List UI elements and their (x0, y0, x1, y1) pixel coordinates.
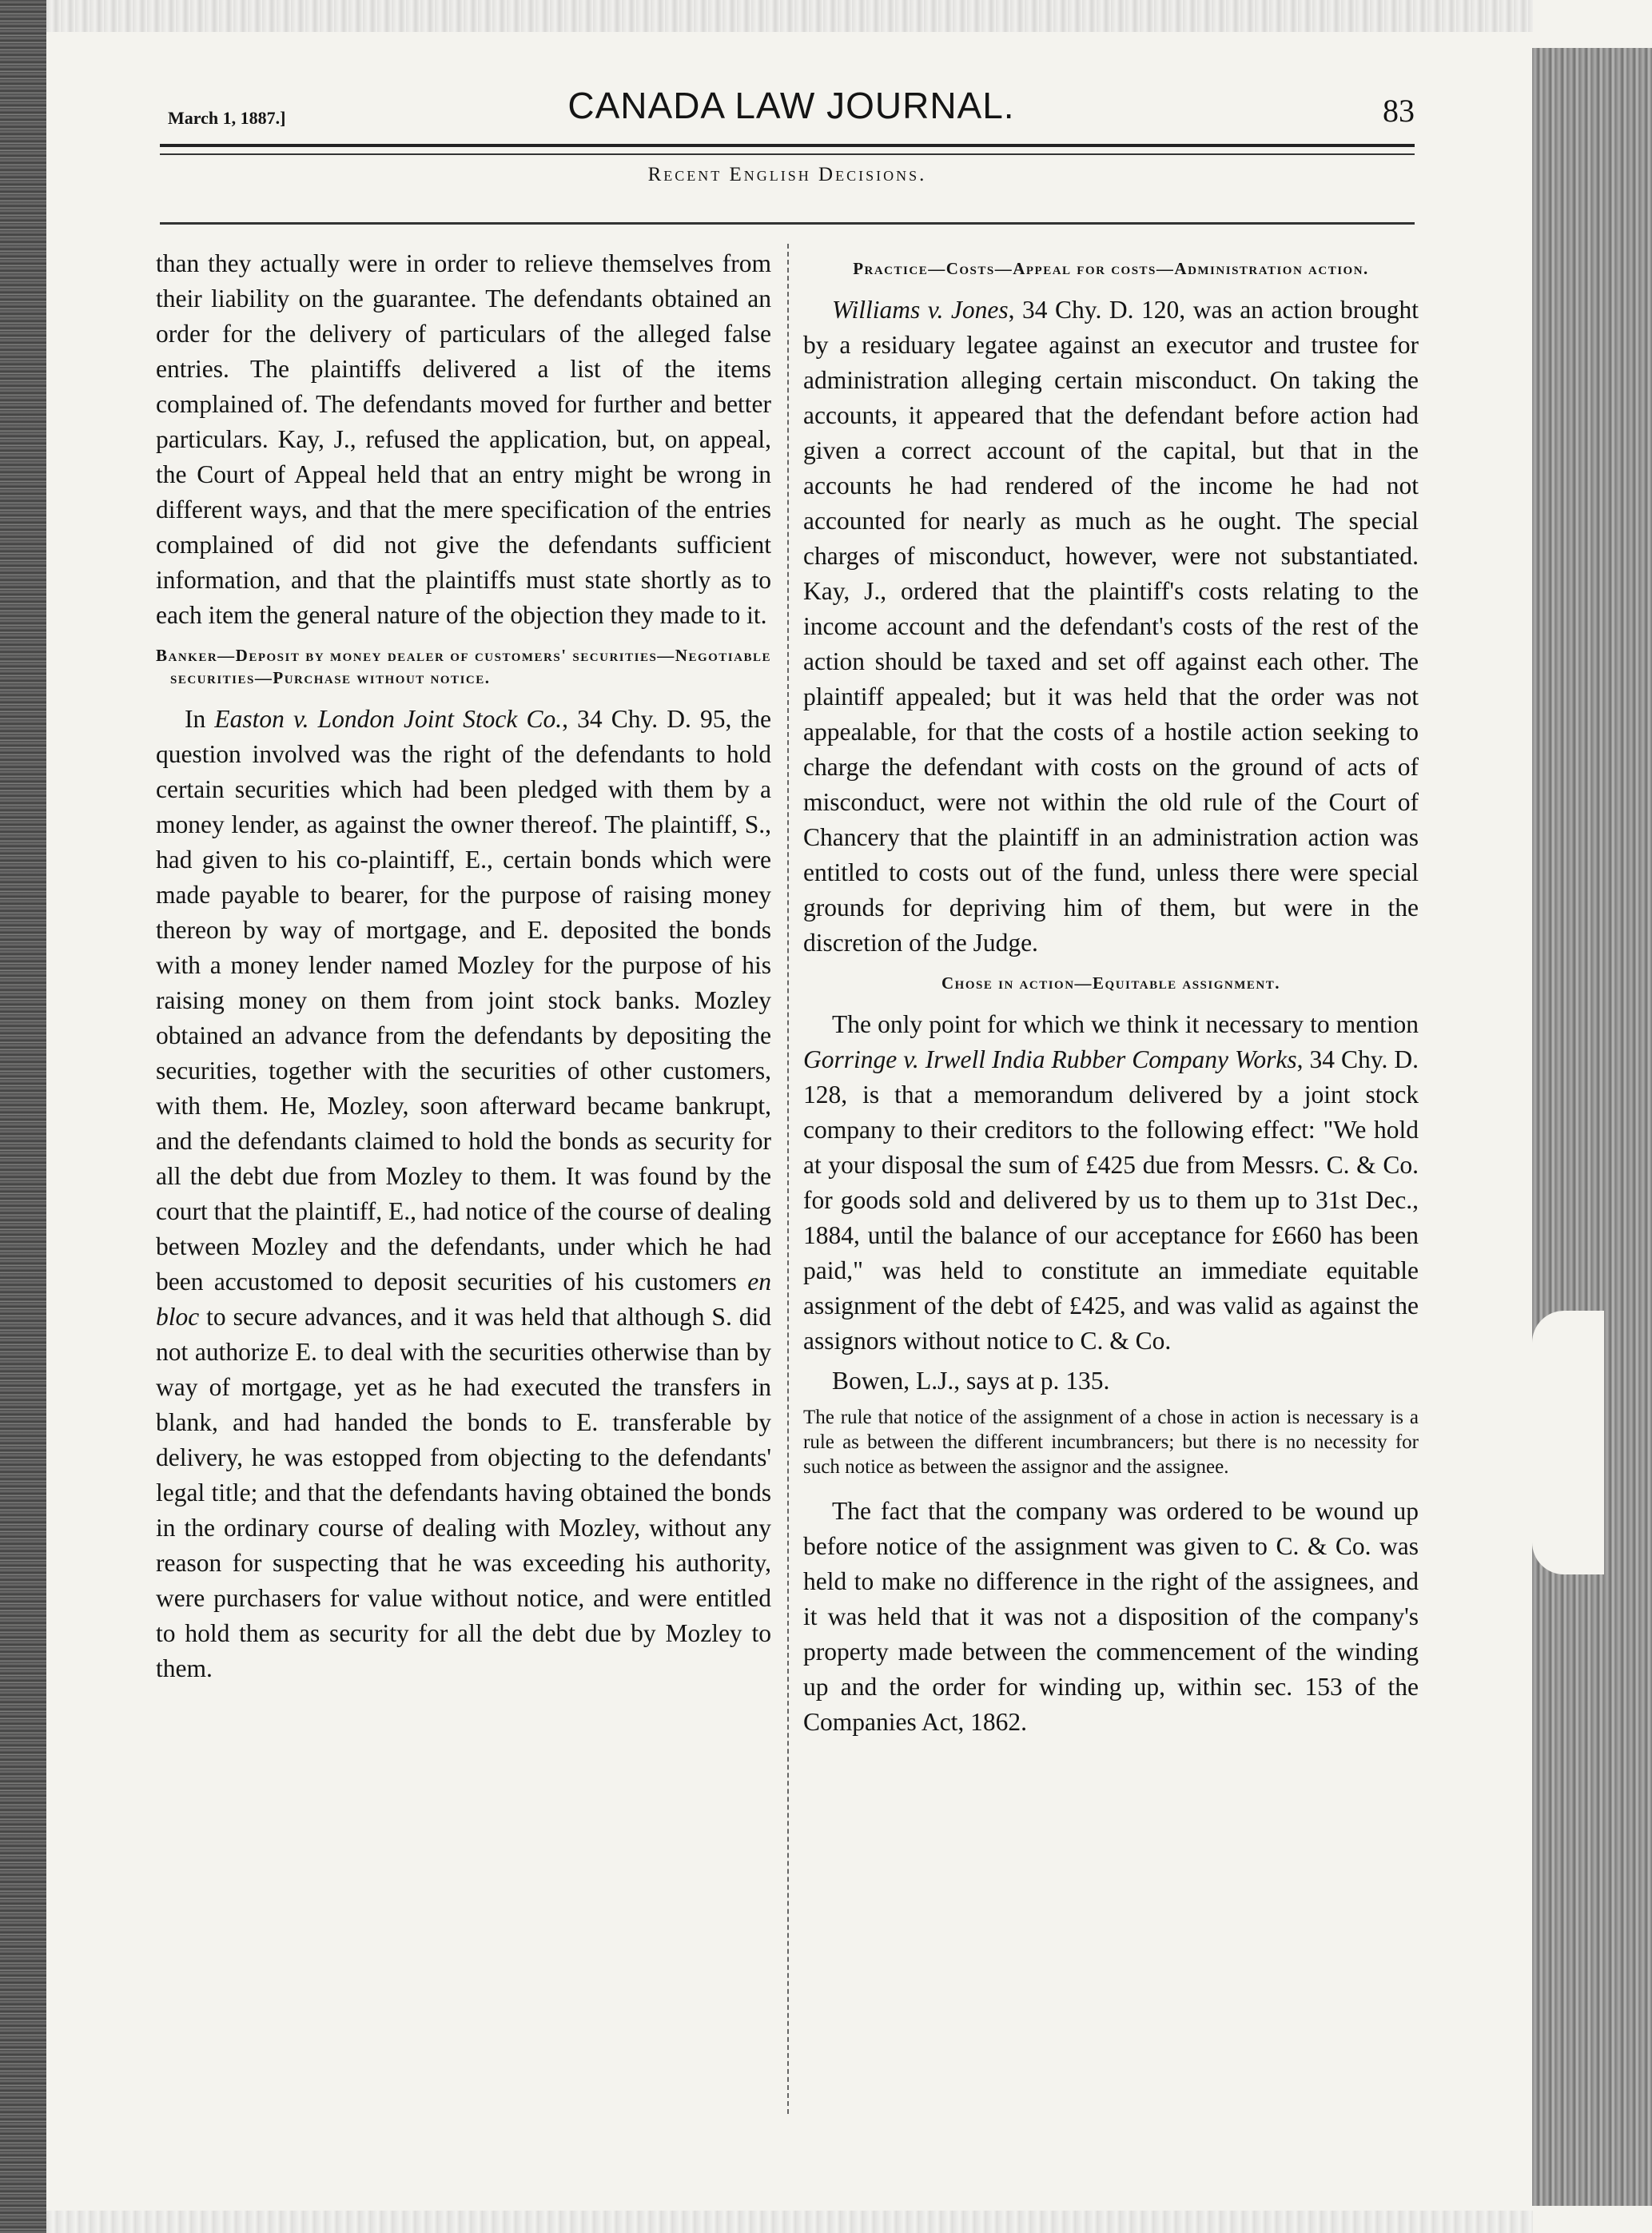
paragraph (803, 1007, 1419, 1359)
journal-title: CANADA LAW JOURNAL. (567, 85, 1015, 126)
case-subheading: Banker—Deposit by money dealer of customers' securities—Negotiable securities—Purchase without notice. (156, 646, 771, 687)
case-subheading: Chose in action—Equitable assignment. (941, 973, 1280, 993)
scan-edge-top (46, 0, 1533, 32)
paragraph-text: , 34 Chy. D. 128, is that a memorandum delivered by a joint stock company to their creditors to the following effect: "We hold at your disposal the sum of £425 due from Messrs. C. & Co. for goods sold and delivered by us to them up to 31st Dec., 1884, until the balance of our acceptance for £660 has been paid," was held to constitute an immediate equitable assignment of the debt of £425, and was valid as against the assignors without notice to C. & Co. (803, 1045, 1419, 1355)
case-name: Gorringe v. Irwell India Rubber Company Works (803, 1045, 1297, 1073)
case-subheading: Practice—Costs—Appeal for costs—Administration action. (853, 259, 1369, 278)
latin-phrase: en bloc (156, 1268, 771, 1331)
issue-date: March 1, 1887.] (168, 108, 286, 128)
paragraph-text: to secure advances, and it was held that although S. did not authorize E. to deal with the securities otherwise than by way of mortgage, yet as he had executed the transfers in blank, and had handed the bonds to E. transferable by delivery, he was estopped from objecting to the defendants' legal title; and that the defendants having obtained the bonds in the ordinary course of dealing with Mozley, without any reason for suspecting that he was exceeding his authority, were purchasers for value without notice, and were entitled to hold them as security for all the debt due by Mozley to them. (156, 1303, 771, 1682)
header-rule (160, 144, 1415, 155)
block-quote: The rule that notice of the assignment of a chose in action is necessary is a rule as between the different incumbrancers; but there is no necessity for such notice as between the assignor and the assignee. (803, 1407, 1419, 1478)
paragraph: than they actually were in order to relieve themselves from their liability on the guarantee. The defendants obtained an order for the delivery of particulars of the alleged false entries. The plaintiffs delivered a list of the items complained of. The defendants moved for further and better particulars. Kay, J., refused the application, but, on appeal, the Court of Appeal held that an entry might be wrong in different ways, and that the mere specification of the entries complained of did not give the defendants sufficient information, and that the plaintiffs must state shortly as to each item the general nature of the objection they made to it. (156, 249, 771, 629)
left-column (156, 246, 771, 1691)
paragraph: Bowen, L.J., says at p. 135. (832, 1367, 1110, 1395)
page-number: 83 (1383, 93, 1415, 129)
paragraph-text: The only point for which we think it necessary to mention (832, 1010, 1419, 1038)
right-column (803, 246, 1419, 1745)
running-head (168, 84, 1415, 140)
paragraph (803, 293, 1419, 961)
paragraph: The fact that the company was ordered to be wound up before notice of the assignment was given to C. & Co. was held to make no difference in the right of the assignees, and it was held that it was not a disposition of the company's property made between the commencement of the winding up and the order for winding up, within sec. 153 of the Companies Act, 1862. (803, 1497, 1419, 1736)
scan-edge-bottom (46, 2211, 1533, 2233)
case-name: Easton v. London Joint Stock Co. (214, 705, 563, 733)
scan-edge-right (1532, 48, 1652, 2206)
section-title: Recent English Decisions. (647, 164, 927, 185)
case-citation: , 34 Chy. D. 95, (562, 705, 732, 733)
paragraph-text: , 34 Chy. D. 120, was an action brought by a residuary legatee against an executor and trustee for administration alleging certain misconduct. On taking the accounts, it appeared that the defendant before action had given a correct account of the capital, but that in the accounts he had rendered of the income he had not accounted for nearly as much as he ought. The special charges of misconduct, however, were not substantiated. Kay, J., ordered that the plaintiff's costs relating to the income account and the defendant's costs of the rest of the action should be taxed and set off against each other. The plaintiff appealed; but it was held that the order was not appealable, for that the costs of a hostile action seeking to charge the defendant with costs on the ground of acts of misconduct, were not within the old rule of the Court of Chancery that the plaintiff in an administration action was entitled to costs out of the fund, unless there were special grounds for depriving him of them, but were in the discretion of the Judge. (803, 296, 1419, 957)
scan-edge-notch (1532, 1311, 1604, 1574)
section-rule (160, 222, 1415, 225)
paragraph: In Easton v. London Joint Stock Co., 34 Chy. D. 95, the question involved was the right of the defendants to hold certain securities which had been pledged with them by a money lender, as against the owner thereof. The plaintiff, S., had given to his co-plaintiff, E., certain bonds which were made payable to bearer, for the purpose of raising money thereon by way of mortgage, and E. deposited the bonds with a money lender named Mozley for the purpose of his raising money on them from joint stock banks. Mozley obtained an advance from the defendants by depositing the securities, together with the securities of other customers, with them. He, Mozley, soon afterward became bankrupt, and the defendants claimed to hold the bonds as security for all the debt due from Mozley to them. It was found by the court that the plaintiff, E., had notice of the course of dealing between Mozley and the defendants, under which he had been accustomed to deposit securities of his customers en bloc to secure advances, and it was held that although S. did not authorize E. to deal with the securities otherwise than by way of mortgage, yet as he had executed the transfers in blank, and had handed the bonds to E. transferable by delivery, he was estopped from objecting to the defendants' legal title; and that the defendants having obtained the bonds in the ordinary course of dealing with Mozley, without any reason for suspecting that he was exceeding his authority, were purchasers for value without notice, and were entitled to hold them as security for all the debt due by Mozley to them. (156, 705, 772, 1682)
paragraph-text: the question involved was the right of the defendants to hold certain securities which had been pledged with them by a money lender, as against the owner thereof. The plaintiff, S., had given to his co-plaintiff, E., certain bonds which were made payable to bearer, for the purpose of raising money thereon by way of mortgage, and E. deposited the bonds with a money lender named Mozley for the purpose of his raising money on them from joint stock banks. Mozley obtained an advance from the defendants by depositing the securities, together with the securities of other customers, with them. He, Mozley, soon afterward became bankrupt, and the defendants claimed to hold the bonds as security for all the debt due from Mozley to them. It was found by the court that the plaintiff, E., had notice of the course of dealing between Mozley and the defendants, under which he had been accustomed to deposit securities of his customers (156, 705, 772, 1296)
column-divider (787, 244, 789, 2114)
case-name: Williams v. Jones (832, 296, 1009, 324)
scan-edge-left (0, 0, 46, 2233)
